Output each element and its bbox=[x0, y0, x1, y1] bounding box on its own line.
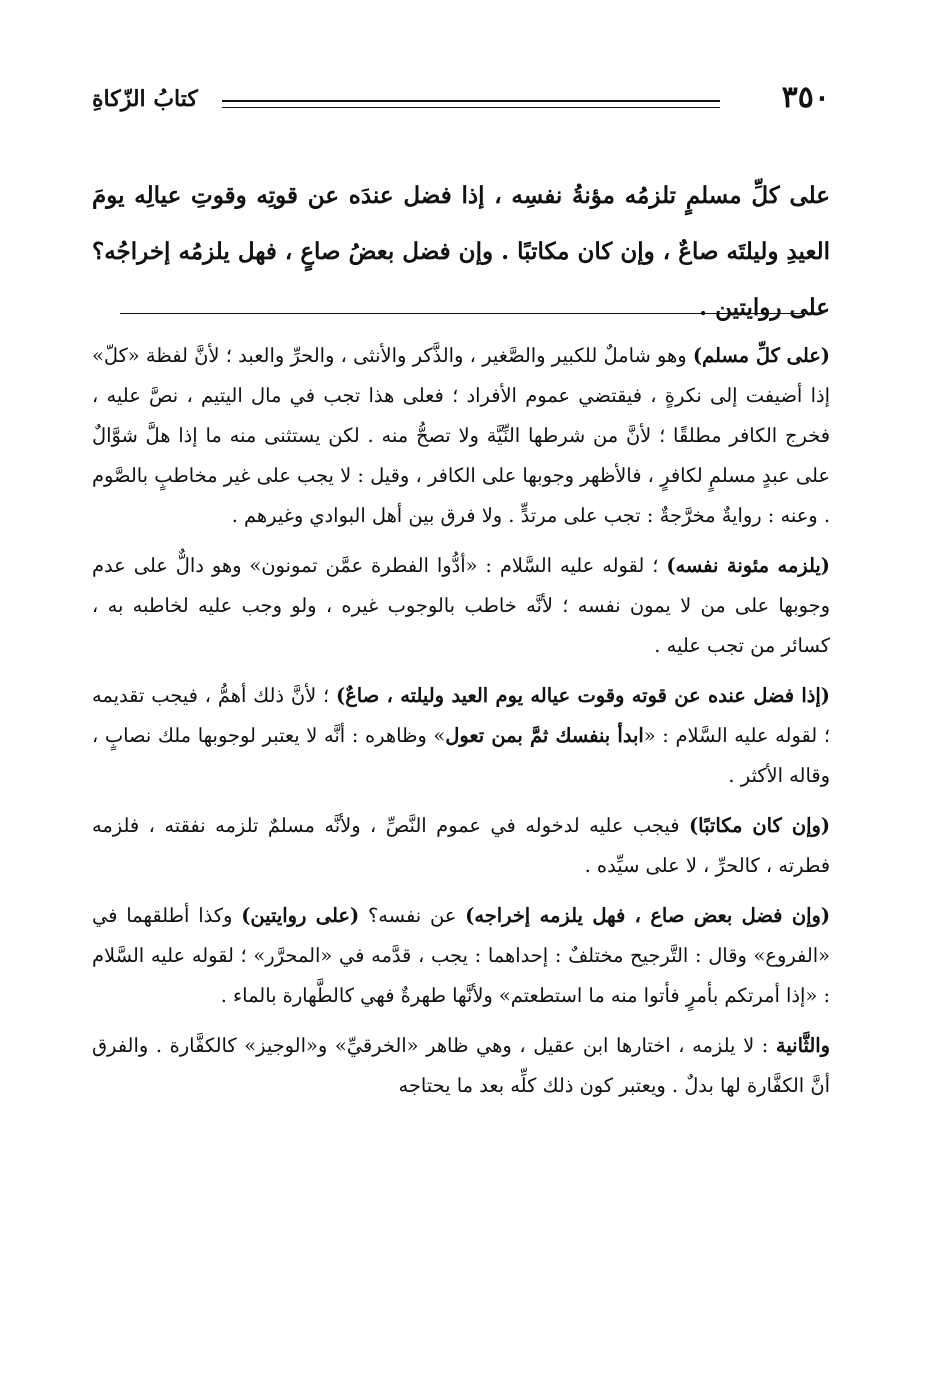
text-divider bbox=[120, 313, 820, 314]
header-rule bbox=[222, 100, 720, 108]
commentary-text: » وظاهره : أنَّه لا يعتبر لوجوبها ملك نصابٍ ، وقاله الأكثر . bbox=[92, 724, 830, 787]
running-title: كتابُ الزّكاةِ bbox=[92, 86, 198, 112]
commentary-text: وهو شاملٌ للكبير والصَّغير ، والذَّكر والأنثى ، والحرِّ والعبد ؛ لأنَّ لفظة «كلّ» إذا أضيفت إلى نكرةٍ ، فيقتضي عموم الأفراد ؛ فعلى هذا تجب في مال اليتيم ، نصَّ عليه ، فخرج الكافر مطلقًا ؛ لأنَّ من شرطها النِّيَّة ولا تصحُّ منه . لكن يستثنى منه ما إذا هلَّ شوَّالٌ على عبدٍ مسلمٍ لكافرٍ ، فالأظهر وجوبها على الكافر ، وقيل : لا يجب على غير مخاطبٍ بالصَّوم . وعنه : روايةٌ مخرَّجةٌ : تجب على مرتدٍّ . ولا فرق بين أهل البوادي وغيرهم . bbox=[92, 344, 830, 527]
page-header bbox=[92, 80, 830, 124]
lemma: (على كلِّ مسلم) bbox=[692, 344, 830, 367]
commentary-text: : لا يلزمه ، اختارها ابن عقيل ، وهي ظاهر «الخرقيِّ» و«الوجيز» كالكفَّارة . والفرق أنَّ الكفَّارة لها بدلٌ . ويعتبر كون ذلك كلِّه بعد ما يحتاجه bbox=[92, 1034, 830, 1097]
commentary-text: ؛ لقوله عليه السَّلام : «أدُّوا الفطرة عمَّن تمونون» وهو دالٌّ على عدم وجوبها على من لا يمون نفسه ؛ لأنَّه خاطب بالوجوب غيره ، ولو وجب عليه لخاطبه به ، كسائر من تجب عليه . bbox=[92, 554, 830, 657]
commentary-paragraph-6 bbox=[92, 1026, 830, 1106]
commentary-paragraph-5 bbox=[92, 896, 830, 1016]
commentary-paragraph-1 bbox=[92, 336, 830, 536]
lemma: (وإن فضل بعض صاع ، فهل يلزمه إخراجه) bbox=[465, 904, 830, 927]
commentary bbox=[92, 336, 830, 1116]
lemma: (يلزمه مئونة نفسه) bbox=[666, 554, 830, 577]
commentary-text: ؛ لأنَّ ذلك أهمُّ ، فيجب تقديمه ؛ لقوله عليه السَّلام : « bbox=[92, 684, 830, 747]
commentary-paragraph-4 bbox=[92, 806, 830, 886]
commentary-text: عن نفسه؟ bbox=[359, 904, 466, 927]
lemma: (على روايتين) bbox=[241, 904, 360, 927]
commentary-text: وكذا أطلقهما في «الفروع» وقال : التَّرجيح مختلفٌ : إحداهما : يجب ، قدَّمه في «المحرَّر» ؛ لقوله عليه السَّلام : «إذا أمرتكم بأمرٍ فأتوا منه ما استطعتم» ولأنَّها طهرةٌ فهي كالطَّهارة بالماء . bbox=[92, 904, 830, 1007]
hadith-quote: ابدأ بنفسك ثمَّ بمن تعول bbox=[445, 724, 644, 747]
lemma: (وإن كان مكاتبًا) bbox=[689, 814, 830, 837]
commentary-paragraph-2 bbox=[92, 546, 830, 666]
page-number: ٣٥٠ bbox=[781, 80, 830, 115]
commentary-text: فيجب عليه لدخوله في عموم النَّصِّ ، ولأنَّه مسلمٌ تلزمه نفقته ، فلزمه فطرته ، كالحرِّ ، لا على سيِّده . bbox=[92, 814, 830, 877]
commentary-paragraph-3 bbox=[92, 676, 830, 796]
lemma: (إذا فضل عنده عن قوته وقوت عياله يوم العيد وليلته ، صاعٌ) bbox=[336, 684, 830, 707]
lemma: والثَّانية bbox=[775, 1034, 830, 1057]
main-text: على كلِّ مسلمٍ تلزمُه مؤنةُ نفسِه ، إذا فضل عندَه عن قوتِه وقوتِ عيالِه يومَ العيدِ وليلتَه صاعٌ ، وإن كان مكاتبًا . وإن فضل بعضُ صاعٍ ، فهل يلزمُه إخراجُه؟ على روايتين . bbox=[92, 182, 830, 321]
